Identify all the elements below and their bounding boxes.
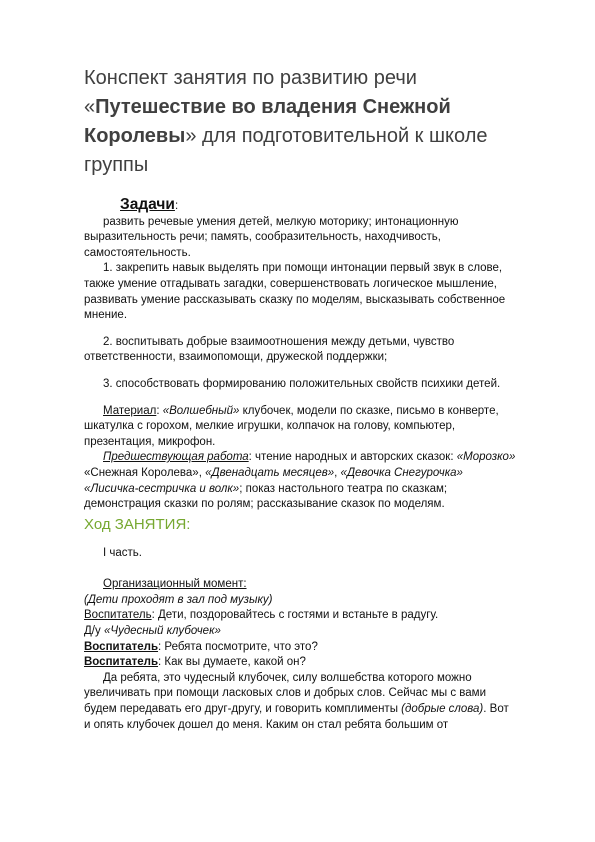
prework-text2: «Снежная Королева», bbox=[84, 466, 206, 479]
document-body bbox=[84, 196, 516, 733]
final-text-2: . Вот и опять клубочек дошел до меня. Каким он стал ребята большим от bbox=[84, 703, 509, 731]
game-name: «Чудесный клубочек» bbox=[103, 625, 221, 638]
final-italic: (добрые слова) bbox=[401, 703, 484, 716]
game-prefix: Д/у bbox=[84, 625, 104, 638]
greet-line bbox=[84, 608, 516, 624]
material-colon: : bbox=[156, 404, 163, 417]
org-moment-line bbox=[84, 577, 516, 593]
tasks-heading: Задачи bbox=[120, 196, 175, 213]
prework-paragraph bbox=[84, 450, 516, 512]
material-label: Материал bbox=[103, 404, 157, 417]
org-moment-label: Организационный момент: bbox=[103, 578, 247, 591]
material-paragraph bbox=[84, 404, 516, 451]
title-line1: Конспект занятия по развитию речи bbox=[84, 67, 417, 89]
material-magic: «Волшебный» bbox=[162, 404, 240, 417]
look-text: : Ребята посмотрите, что это? bbox=[158, 640, 318, 653]
tasks-colon: : bbox=[174, 200, 179, 212]
prework-text3: , bbox=[334, 466, 341, 479]
tasks-heading-line bbox=[120, 196, 516, 215]
title-open-quote: « bbox=[84, 96, 96, 118]
final-paragraph bbox=[84, 671, 516, 733]
teacher-label-3: Воспитатель bbox=[84, 656, 159, 669]
prework-text4: ; показ настольного театра по сказкам; демонстрация сказки по ролям; рассказывание сказок по моделям. bbox=[84, 482, 448, 511]
title-close-quote: » bbox=[185, 125, 197, 147]
tasks-intro: развить речевые умения детей, мелкую моторику; интонационную выразительность речи; память, сообразительность, находчивость, самостоятельность. bbox=[84, 215, 459, 259]
teacher-label-2: Воспитатель bbox=[84, 640, 159, 653]
title-rest: для подготовительной к школе группы bbox=[84, 125, 488, 176]
prework-text1: : чтение народных и авторских сказок: bbox=[248, 451, 457, 464]
org-moment-italic-line bbox=[84, 593, 516, 609]
document-title bbox=[84, 64, 524, 180]
title-bold: Путешествие во владения Снежной Королевы bbox=[84, 96, 451, 147]
final-text-1: Да ребята, это чудесный клубочек, силу волшебства которого можно увеличивать при помощи ласковых слов и добрых слов. Сейчас мы с вами будем передавать его друг-другу, и говорить комплименты bbox=[84, 671, 487, 716]
prework-tale1: «Морозко» bbox=[456, 451, 516, 464]
part-one: I часть. bbox=[103, 546, 142, 559]
task-1: 1. закрепить навык выделять при помощи интонации первый звук в слове, также умение отгадывать загадки, совершенствовать логическое мышление, развивать умение рассказывать сказку по моделям, высказывать собственное мнение. bbox=[84, 262, 506, 322]
prework-tale3: «Девочка Снегурочка» «Лисичка-сестричка и волк» bbox=[84, 466, 463, 495]
material-text: клубочек, модели по сказке, письмо в конверте, шкатулка с горохом, мелкие игрушки, колпачок на голову, компьютер, презентация, микрофон. bbox=[84, 404, 499, 448]
lesson-course-heading: Ход ЗАНЯТИЯ: bbox=[84, 515, 191, 533]
think-text: : Как вы думаете, какой он? bbox=[158, 656, 306, 669]
prework-tale2: «Двенадцать месяцев» bbox=[205, 466, 335, 479]
org-moment-italic: (Дети проходят в зал под музыку) bbox=[84, 593, 273, 606]
teacher-label-1: Воспитатель bbox=[84, 609, 152, 622]
task-2: 2. воспитывать добрые взаимоотношения между детьми, чувство ответственности, взаимопомощи, дружеской поддержки; bbox=[84, 335, 455, 364]
greet-text: : Дети, поздоровайтесь с гостями и встаньте в радугу. bbox=[151, 609, 439, 622]
game-line bbox=[84, 624, 516, 640]
task-3: 3. способствовать формированию положительных свойств психики детей. bbox=[103, 377, 501, 390]
prework-label: Предшествующая работа bbox=[103, 451, 249, 464]
look-line bbox=[84, 640, 516, 656]
think-line bbox=[84, 655, 516, 671]
